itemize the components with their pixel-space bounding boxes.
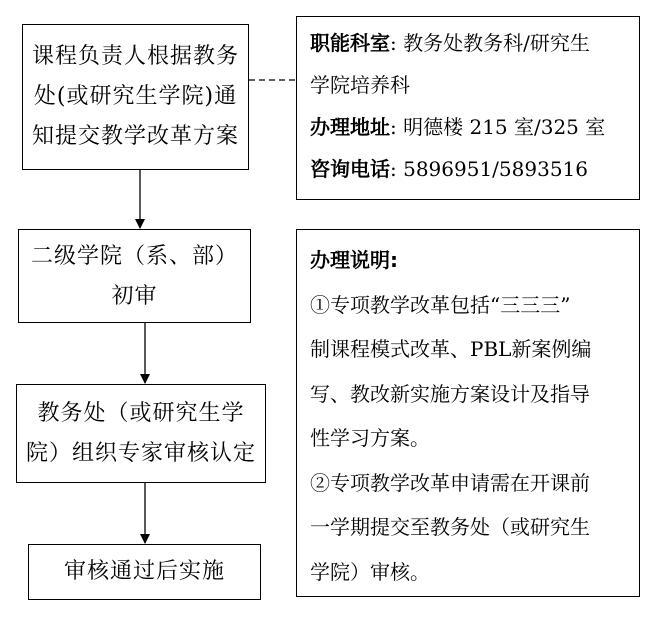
notes-line-1: ①专项教学改革包括“三三三”: [310, 292, 571, 317]
notes-line-5: ②专项教学改革申请需在开课前: [310, 470, 590, 495]
info-box: [296, 16, 640, 200]
dept-label: 职能科室: [310, 31, 390, 55]
addr-label: 办理地址: [310, 115, 390, 139]
notes-line-7: 学院）审核。: [310, 559, 430, 584]
step3-box: [16, 384, 266, 483]
step4-line1: 审核通过后实施: [63, 559, 225, 584]
dept-value-1: 教务处教务科/研究生: [396, 31, 590, 55]
step3-line1: 教务处（或研究生学: [37, 401, 245, 426]
notes-title: 办理说明:: [310, 248, 398, 272]
addr-sep: :: [390, 115, 397, 139]
step4-box: [28, 544, 261, 600]
dept-row: [310, 22, 639, 64]
notes-line-6: 一学期提交至教务处（或研究生: [310, 515, 590, 539]
notes-line-2: 制课程模式改革、PBL新案例编: [310, 337, 592, 361]
notes-line-4: 性学习方案。: [310, 426, 430, 450]
notes-line-3: 写、教改新实施方案设计及指导: [310, 381, 590, 406]
step2-line2: 初审: [111, 284, 158, 309]
phone-value: 5896951/5893516: [396, 157, 588, 181]
dept-value-2: 学院培养科: [310, 73, 410, 97]
step2-line1: 二级学院（系、部）: [30, 244, 238, 269]
dept-sep: :: [390, 31, 397, 55]
step1-line1: 课程负责人根据教务: [31, 44, 239, 69]
step1-box: [22, 24, 249, 170]
addr-value: 明德楼 215 室/325 室: [396, 115, 606, 139]
phone-label: 咨询电话: [310, 157, 390, 181]
addr-row: [310, 106, 639, 148]
step3-line2: 院）组织专家审核认定: [25, 441, 256, 466]
step1-line2: 处(或研究生学院)通: [33, 84, 238, 109]
step2-box: [18, 229, 251, 323]
step1-line3: 知提交教学改革方案: [31, 124, 239, 149]
notes-box: [296, 229, 640, 597]
phone-sep: :: [390, 157, 397, 181]
phone-row: [310, 148, 639, 190]
